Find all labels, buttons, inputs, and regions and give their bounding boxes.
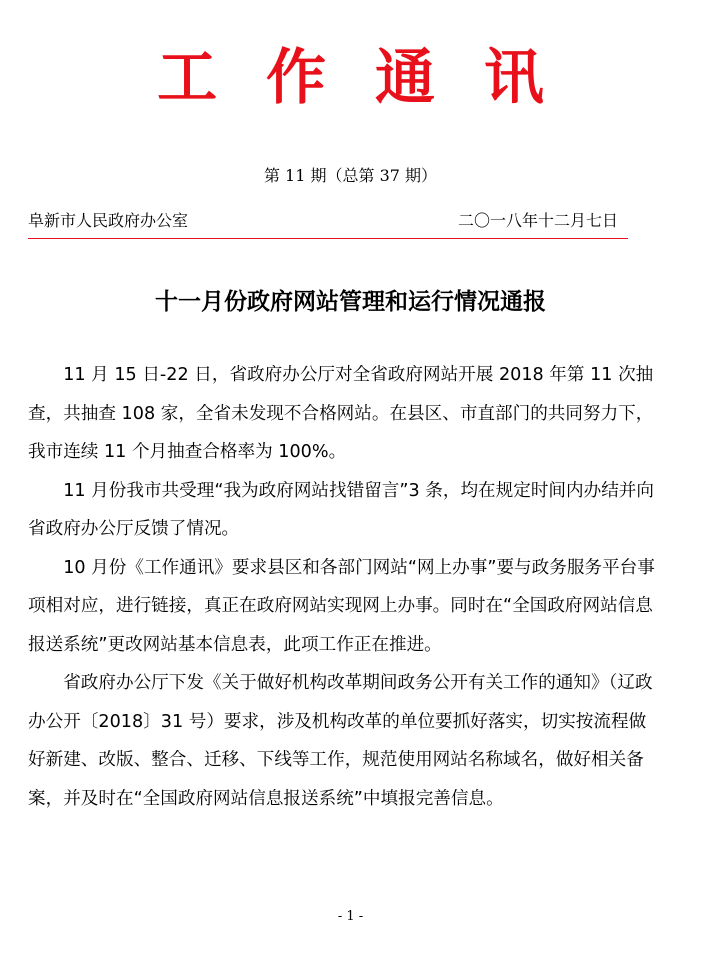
masthead-title (0, 38, 701, 118)
paragraph: 省政府办公厅下发《关于做好机构改革期间政务公开有关工作的通知》（辽政办公开〔2018〕31 号）要求，涉及机构改革的单位要抓好落实，切实按流程做好新建、改版、整合、迁移、下线等工作，规范使用网站名称域名，做好相关备案，并及时在“全国政府网站信息报送系统”中填报完善信息。 (28, 673, 653, 809)
masthead-char: 通 (374, 43, 435, 113)
paragraph: 11 月 15 日-22 日，省政府办公厅对全省政府网站开展 2018 年第 11 次抽查，共抽查 108 家，全省未发现不合格网站。在县区、市直部门的共同努力下，我市连续 11 个月抽查合格率为 100%。 (28, 365, 654, 462)
header-divider (28, 238, 628, 239)
document-title: 十一月份政府网站管理和运行情况通报 (155, 289, 546, 315)
masthead-char: 工 (157, 43, 218, 113)
masthead-char: 作 (266, 43, 327, 113)
issue-number: 第 11 期（总第 37 期） (263, 166, 438, 185)
paragraph: 11 月份我市共受理“我为政府网站找错留言”3 条，均在规定时间内办结并向省政府办公厅反馈了情况。 (28, 480, 654, 539)
masthead-char: 讯 (483, 43, 544, 113)
paragraph: 10 月份《工作通讯》要求县区和各部门网站“网上办事”要与政务服务平台事项相对应，进行链接，真正在政府网站实现网上办事。同时在“全国政府网站信息报送系统”更改网站基本信息表，此项工作正在推进。 (28, 557, 655, 655)
issue-date: 二〇一八年十二月七日 (457, 211, 618, 230)
document-body (28, 356, 663, 818)
issuer: 阜新市人民政府办公室 (28, 211, 189, 230)
page-number: - 1 - (337, 909, 364, 924)
